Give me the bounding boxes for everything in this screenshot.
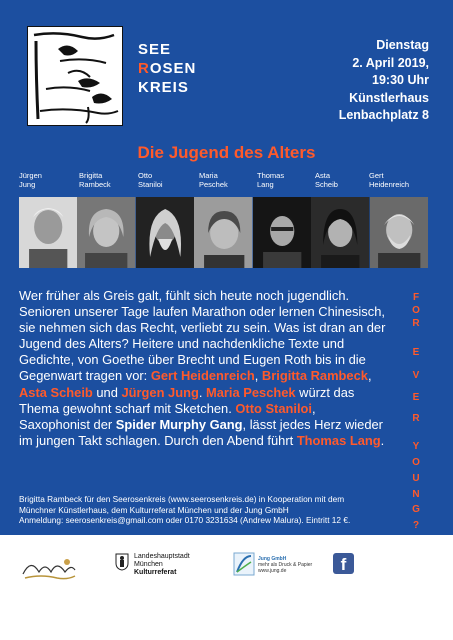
kuenstlerhaus-logo bbox=[21, 554, 77, 582]
performer-highlight: Thomas Lang bbox=[296, 432, 381, 448]
motto-letter: R bbox=[412, 413, 420, 424]
event-description: Wer früher als Greis galt, fühlt sich heute noch jugendlich. Senioren unserer Tage laufen Marathon oder lernen Chinesisch, sie nehmen sich das Recht, verliebt zu sein. Was ist dran an der Jugend des Alters? Heitere und nachdenkliche Texte und Gedichte, von Goethe über Brecht und Eugen Roth bis in die Gegenwart tragen vor: Gert Heidenreich, Brigitta Rambeck, Asta Scheib und Jürgen Jung. Maria Peschek würzt das Thema gewohnt scharf mit Sketchen. Otto Staniloi, Saxophonist der Spider Murphy Gang, lässt jedes Herz wieder im jungen Takt schlagen. Durch den Abend führt Thomas Lang. bbox=[19, 288, 386, 448]
performer-name: Asta Scheib bbox=[315, 171, 338, 189]
event-title: Die Jugend des Alters bbox=[137, 143, 316, 162]
motto-letter: O bbox=[412, 457, 420, 468]
band-name: Spider Murphy Gang bbox=[115, 416, 243, 432]
seerosenkreis-wordmark bbox=[138, 40, 196, 97]
jung-gmbh-logo-icon bbox=[233, 552, 255, 576]
motto-letter: E bbox=[412, 392, 420, 403]
wordmark-line-1: SEE bbox=[138, 41, 172, 58]
wordmark-line-3: KREIS bbox=[138, 79, 189, 96]
performer-name: Thomas Lang bbox=[257, 171, 285, 189]
facebook-icon[interactable]: f bbox=[333, 553, 354, 574]
organizer-line-2: Münchner Künstlerhaus, dem Kulturreferat München und der Jung GmbH bbox=[19, 504, 289, 515]
performer-photo-strip bbox=[19, 197, 428, 268]
performer-photo bbox=[136, 197, 194, 268]
performer-photo bbox=[194, 197, 252, 268]
motto-letter: E bbox=[412, 347, 420, 358]
motto-letter: O bbox=[412, 305, 420, 316]
performer-name: Gert Heidenreich bbox=[369, 171, 410, 189]
performer-highlight: Otto Staniloi bbox=[235, 400, 313, 416]
munich-crest-icon bbox=[115, 553, 129, 571]
wordmark-line-2 bbox=[138, 59, 196, 78]
seerosen-logo-drawing bbox=[27, 26, 123, 126]
event-venue: Künstlerhaus bbox=[349, 90, 429, 105]
motto-letter: Y bbox=[412, 441, 420, 452]
motto-letter: N bbox=[412, 489, 420, 500]
performer-photo bbox=[19, 197, 77, 268]
event-day: Dienstag bbox=[376, 38, 429, 52]
event-time: 19:30 Uhr bbox=[372, 73, 429, 87]
performer-photo bbox=[370, 197, 428, 268]
performer-highlight: Brigitta Rambeck bbox=[261, 368, 368, 384]
sponsor-bar bbox=[0, 535, 453, 640]
event-address: Lenbachplatz 8 bbox=[338, 108, 429, 122]
wordmark-osen: OSEN bbox=[149, 60, 197, 77]
motto-letter: U bbox=[412, 473, 420, 484]
motto-letter: ? bbox=[412, 520, 420, 531]
performer-photo bbox=[311, 197, 369, 268]
performer-highlight: Gert Heidenreich bbox=[150, 368, 255, 384]
performer-highlight: Jürgen Jung bbox=[121, 384, 199, 400]
event-info bbox=[339, 37, 429, 125]
performer-name: Maria Peschek bbox=[199, 171, 228, 189]
kulturreferat-logo-text: Landeshauptstadt München Kulturreferat bbox=[134, 553, 190, 576]
performer-name: Jürgen Jung bbox=[19, 171, 42, 189]
organizer-info bbox=[19, 494, 434, 526]
registration-line: Anmeldung: seerosenkreis@gmail.com oder 0170 3231634 (Andrew Malura). Eintritt 12 €. bbox=[19, 515, 351, 526]
motto-letter: V bbox=[412, 370, 420, 381]
performer-photo bbox=[77, 197, 135, 268]
jung-gmbh-logo-text: Jung GmbH mehr als Druck & Papier www.jung.de bbox=[258, 556, 313, 574]
performer-name: Brigitta Rambeck bbox=[79, 171, 111, 189]
event-date: 2. April 2019, bbox=[352, 55, 429, 70]
motto-letter: G bbox=[412, 504, 420, 515]
motto-letter: R bbox=[412, 318, 420, 329]
description-intro: Wer früher als Greis galt, fühlt sich heute noch jugendlich. Senioren unserer Tage laufen Marathon oder lernen Chinesisch, sie nehmen sich das Recht, verliebt zu sein. Was ist dran an der Jugend des Alters? Heitere und nachdenkliche Texte und Gedichte, von Goethe über Brecht und Eugen Roth bis in die Gegenwart tragen vor: bbox=[19, 288, 386, 384]
performer-highlight: Maria Peschek bbox=[206, 384, 296, 400]
performer-highlight: Asta Scheib bbox=[19, 384, 93, 400]
motto-letter: F bbox=[412, 292, 420, 303]
organizer-line-1: Brigitta Rambeck für den Seerosenkreis (www.seerosenkreis.de) in Kooperation mit dem bbox=[19, 494, 345, 504]
performer-name: Otto Staniloi bbox=[138, 171, 163, 189]
performer-photo bbox=[253, 197, 311, 268]
wordmark-r: R bbox=[138, 60, 150, 77]
